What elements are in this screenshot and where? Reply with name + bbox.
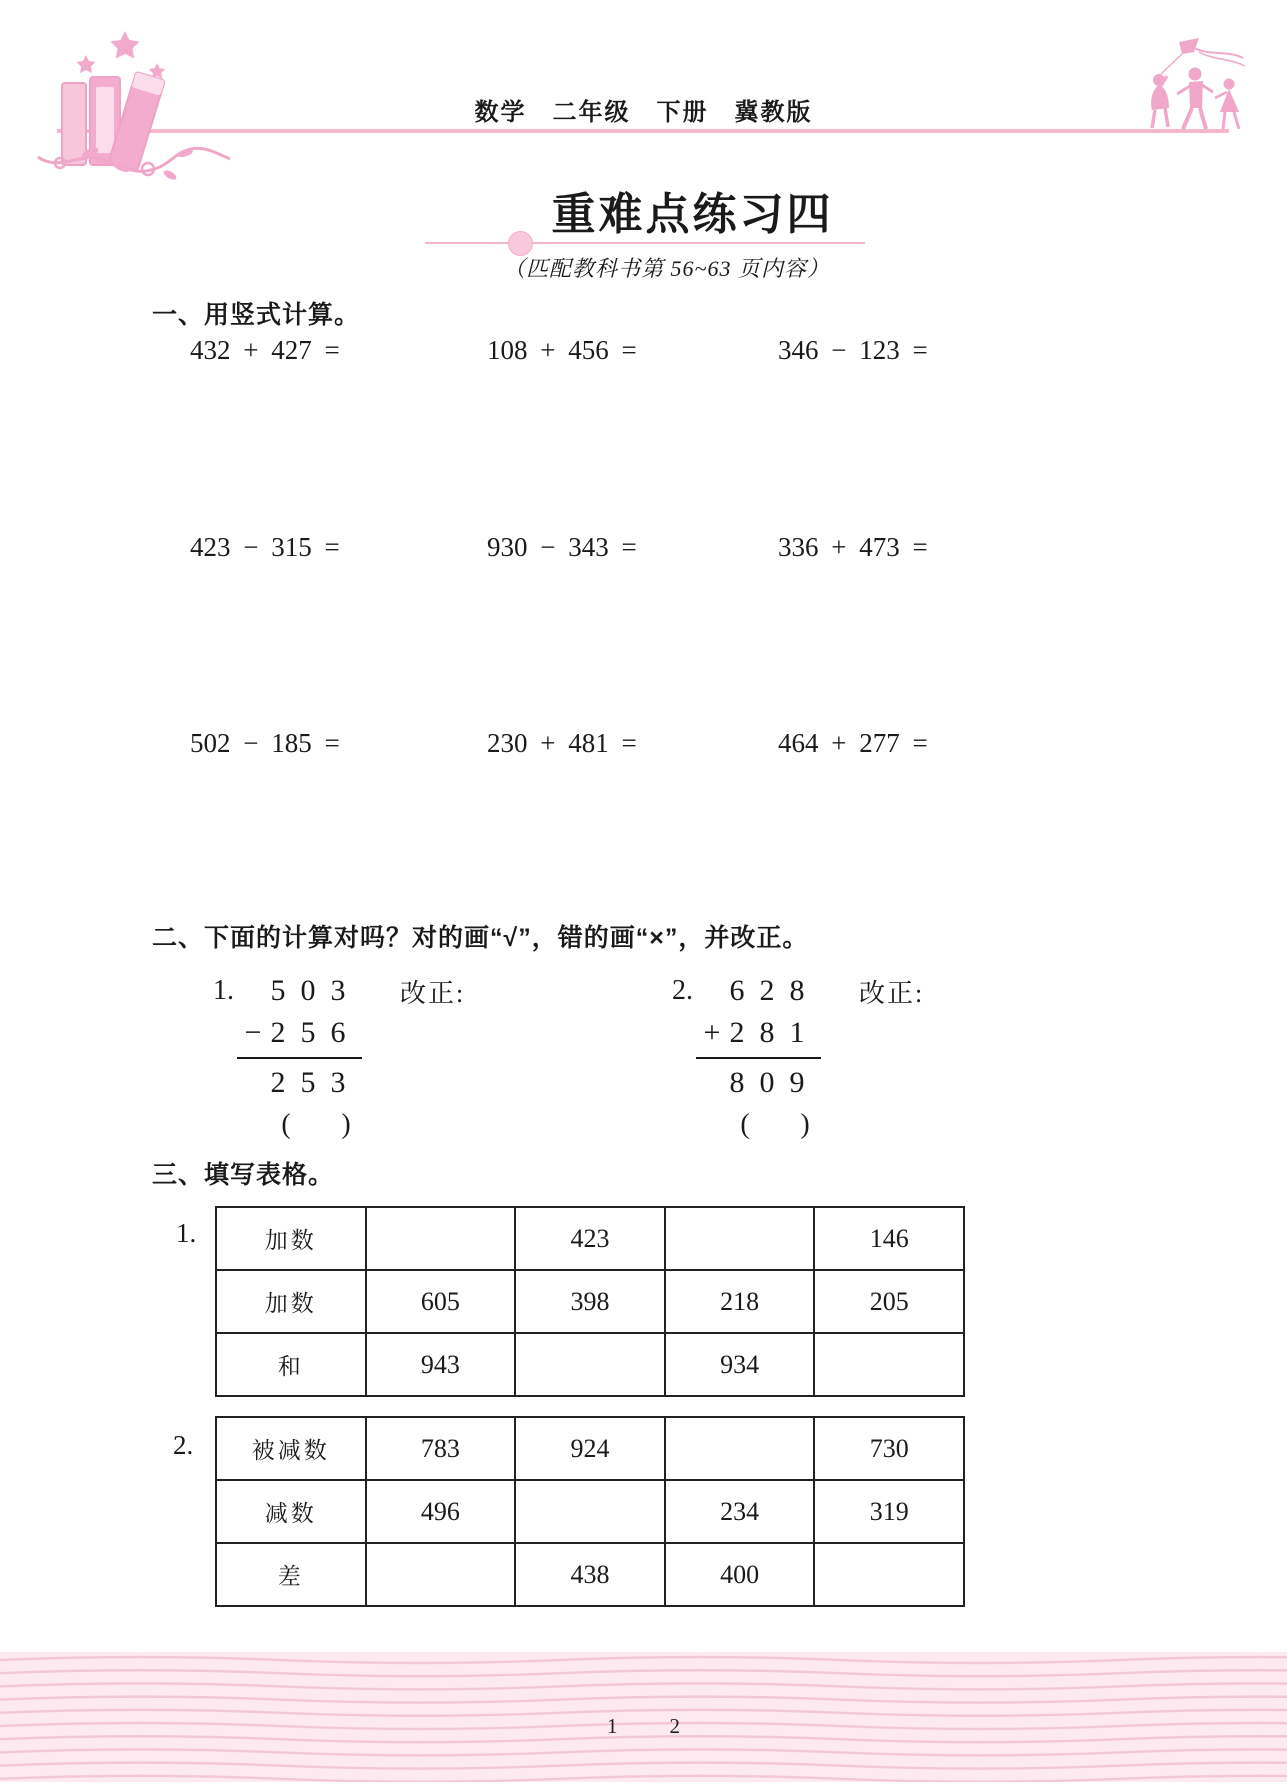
vcalc-result-row [672, 1062, 924, 1104]
table-value-cell [665, 1207, 815, 1270]
vcalc-top-row [213, 970, 465, 1012]
digit: 2 [729, 1016, 745, 1049]
table-value-cell: 438 [515, 1543, 665, 1606]
problem-row [190, 726, 1200, 760]
table-value-cell [515, 1333, 665, 1396]
page-number-left: 1 [607, 1714, 618, 1738]
digit: 1 [789, 1016, 805, 1049]
section2-heading: 二、下面的计算对吗？对的画“√”，错的画“×”，并改正。 [152, 924, 809, 952]
digit: 5 [300, 1016, 316, 1049]
table-label-cell: 减数 [216, 1480, 366, 1543]
table-value-cell: 218 [665, 1270, 815, 1333]
equation: 336 + 473 = [778, 532, 928, 562]
table-value-cell [665, 1417, 815, 1480]
table-row [216, 1333, 964, 1396]
vcalc-second-row [213, 1012, 465, 1054]
table-value-cell: 924 [515, 1417, 665, 1480]
table-number: 1. [176, 1218, 197, 1248]
subtraction-table [215, 1416, 965, 1607]
addition-table [215, 1206, 965, 1397]
table-row [216, 1207, 964, 1270]
table-row [216, 1480, 964, 1543]
equation: 230 + 481 = [487, 728, 637, 758]
minus-operator: − [244, 1016, 262, 1049]
table-value-cell [814, 1543, 964, 1606]
answer-parentheses [680, 1104, 924, 1146]
digit: 0 [300, 974, 316, 1007]
correct-label: 改正: [400, 978, 466, 1008]
table-row [216, 1270, 964, 1333]
digit: 9 [789, 1066, 805, 1099]
table-row [216, 1417, 964, 1480]
table-label-cell: 加数 [216, 1270, 366, 1333]
problem-number: 1. [213, 975, 234, 1006]
table-value-cell: 783 [366, 1417, 516, 1480]
check-problem-1 [213, 970, 465, 1146]
digit: 8 [759, 1016, 775, 1049]
page-title: 重难点练习四 [551, 190, 834, 239]
table-value-cell: 146 [814, 1207, 964, 1270]
table-value-cell: 943 [366, 1333, 516, 1396]
table-value-cell [515, 1480, 665, 1543]
table-value-cell: 205 [814, 1270, 964, 1333]
table-label-cell: 差 [216, 1543, 366, 1606]
digit: 3 [330, 1066, 346, 1099]
table-label-cell: 被减数 [216, 1417, 366, 1480]
table-value-cell: 934 [665, 1333, 815, 1396]
section3-heading: 三、填写表格。 [152, 1161, 335, 1189]
equation: 464 + 277 = [778, 728, 928, 758]
table-value-cell: 423 [515, 1207, 665, 1270]
paren-open: ( [740, 1109, 750, 1140]
equation: 346 − 123 = [778, 335, 928, 365]
table-value-cell: 400 [665, 1543, 815, 1606]
page-numbers [0, 1714, 1287, 1739]
vcalc-second-row [672, 1012, 924, 1054]
digit: 5 [270, 974, 286, 1007]
equals-rule [237, 1057, 362, 1059]
digit: 2 [759, 974, 775, 1007]
page-subtitle: （匹配教科书第 56~63 页内容） [503, 256, 830, 281]
table-value-cell: 234 [665, 1480, 815, 1543]
table-value-cell: 398 [515, 1270, 665, 1333]
table-value-cell [366, 1207, 516, 1270]
table-value-cell: 319 [814, 1480, 964, 1543]
page-number-right: 2 [669, 1714, 680, 1738]
table-value-cell: 730 [814, 1417, 964, 1480]
equation: 502 − 185 = [190, 728, 340, 758]
digit: 8 [729, 1066, 745, 1099]
equation: 930 − 343 = [487, 532, 637, 562]
problem-number: 2. [672, 975, 693, 1006]
table-value-cell [814, 1333, 964, 1396]
table-row [216, 1543, 964, 1606]
digit: 6 [330, 1016, 346, 1049]
digit: 0 [759, 1066, 775, 1099]
digit: 8 [789, 974, 805, 1007]
correct-label: 改正: [859, 978, 925, 1008]
digit: 2 [270, 1066, 286, 1099]
plus-operator: + [703, 1016, 721, 1049]
digit: 3 [330, 974, 346, 1007]
equation: 108 + 456 = [487, 335, 637, 365]
equation: 432 + 427 = [190, 335, 340, 365]
problem-row [190, 333, 1200, 367]
vcalc-top-row [672, 970, 924, 1012]
equals-rule [696, 1057, 821, 1059]
table-number: 2. [173, 1430, 194, 1460]
table-label-cell: 加数 [216, 1207, 366, 1270]
problem-row [190, 530, 1200, 564]
table-value-cell: 605 [366, 1270, 516, 1333]
paren-close: ) [341, 1109, 351, 1140]
table-value-cell: 496 [366, 1480, 516, 1543]
paren-open: ( [281, 1109, 291, 1140]
digit: 5 [300, 1066, 316, 1099]
vcalc-result-row [213, 1062, 465, 1104]
paren-close: ) [800, 1109, 810, 1140]
table-value-cell [366, 1543, 516, 1606]
answer-parentheses [221, 1104, 465, 1146]
digit: 2 [270, 1016, 286, 1049]
digit: 6 [729, 974, 745, 1007]
check-problem-2 [672, 970, 924, 1146]
table-label-cell: 和 [216, 1333, 366, 1396]
section1-heading: 一、用竖式计算。 [152, 301, 361, 329]
title-underline [425, 242, 865, 244]
equation: 423 − 315 = [190, 532, 340, 562]
course-info: 数学 二年级 下册 冀教版 [474, 100, 813, 126]
